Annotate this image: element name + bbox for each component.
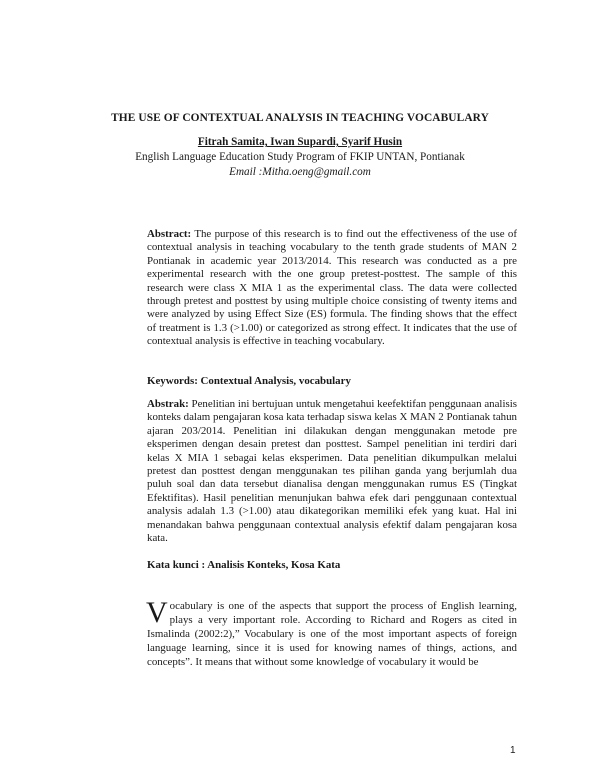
keywords-english: Keywords: Contextual Analysis, vocabulary [147,375,351,387]
author-list: Fitrah Samita, Iwan Supardi, Syarif Husin [197,136,403,148]
abstract-text: The purpose of this research is to find out the effectiveness of the use of contextual analysis in teaching vocabulary to the tenth grade students of MAN 2 Pontianak in academic year 2013/2014. This research was conducted as a pre experimental research with the one group pretest-posttest. The sample of this research were class X MIA 1 as the experimental class. The data were collected through pretest and posttest by using multiple choice consisting of twenty items and were analyzed by using Effect Size (ES) formula. The finding shows that the effect of treatment is 1.3 (>1.00) or categorized as strong effect. It indicates that the use of contextual analysis is effective in teaching vocabulary. [147,228,517,348]
abstrak-text: Penelitian ini bertujuan untuk mengetahui keefektifan penggunaan analisis konteks dalam pengajaran kosa kata terhadap siswa kelas X MAN 2 Pontianak tahun ajaran 203/2014. Penelitian ini dilakukan dengan menggunakan metode pre eksperimen dengan desain pretest dan posttest. Sampel penelitian ini terdiri dari kelas X MIA 1 sebagai kelas eksperimen. Data penelitian dikumpulkan melalui pretest dan posttest dengan menggunakan tes pilihan ganda yang berjumlah dua puluh soal dan data tersebut dianalisa dengan menggunakan rumus ES (Tingkat Efektifitas). Hasil penelitian menunjukan bahwa efek dari penggunaan contextual analysis adalah 1.3 (>1.00) atau dikategorikan memiliki efek yang kuat. Hal ini menandakan bahwa penggunaan contextual analysis efektif dalam pengajaran kosa kata. [147,398,517,545]
paper-title: THE USE OF CONTEXTUAL ANALYSIS IN TEACHING VOCABULARY [111,112,489,124]
author-affiliation: English Language Education Study Program of FKIP UNTAN, Pontianak [135,151,465,163]
author-email: Email :Mitha.oeng@gmail.com [229,166,371,178]
body-paragraph [146,596,517,669]
abstrak-label: Abstrak: [147,398,189,410]
page-number: 1 [510,745,516,756]
drop-cap: V [146,596,168,629]
keywords-indonesian: Kata kunci : Analisis Konteks, Kosa Kata [147,559,341,571]
abstract-english [147,228,517,349]
body-text: ocabulary is one of the aspects that support the process of English learning, plays a very important role. According to Richard and Rogers as cited in Ismalinda (2002:2),” Vocabulary is one of the most important aspects of foreign language learning, since it is used for knowing names of things, actions, and concepts”. It means that without some knowledge of vocabulary it would be [147,600,517,668]
abstract-label: Abstract: [147,228,192,240]
abstract-indonesian [147,398,517,545]
